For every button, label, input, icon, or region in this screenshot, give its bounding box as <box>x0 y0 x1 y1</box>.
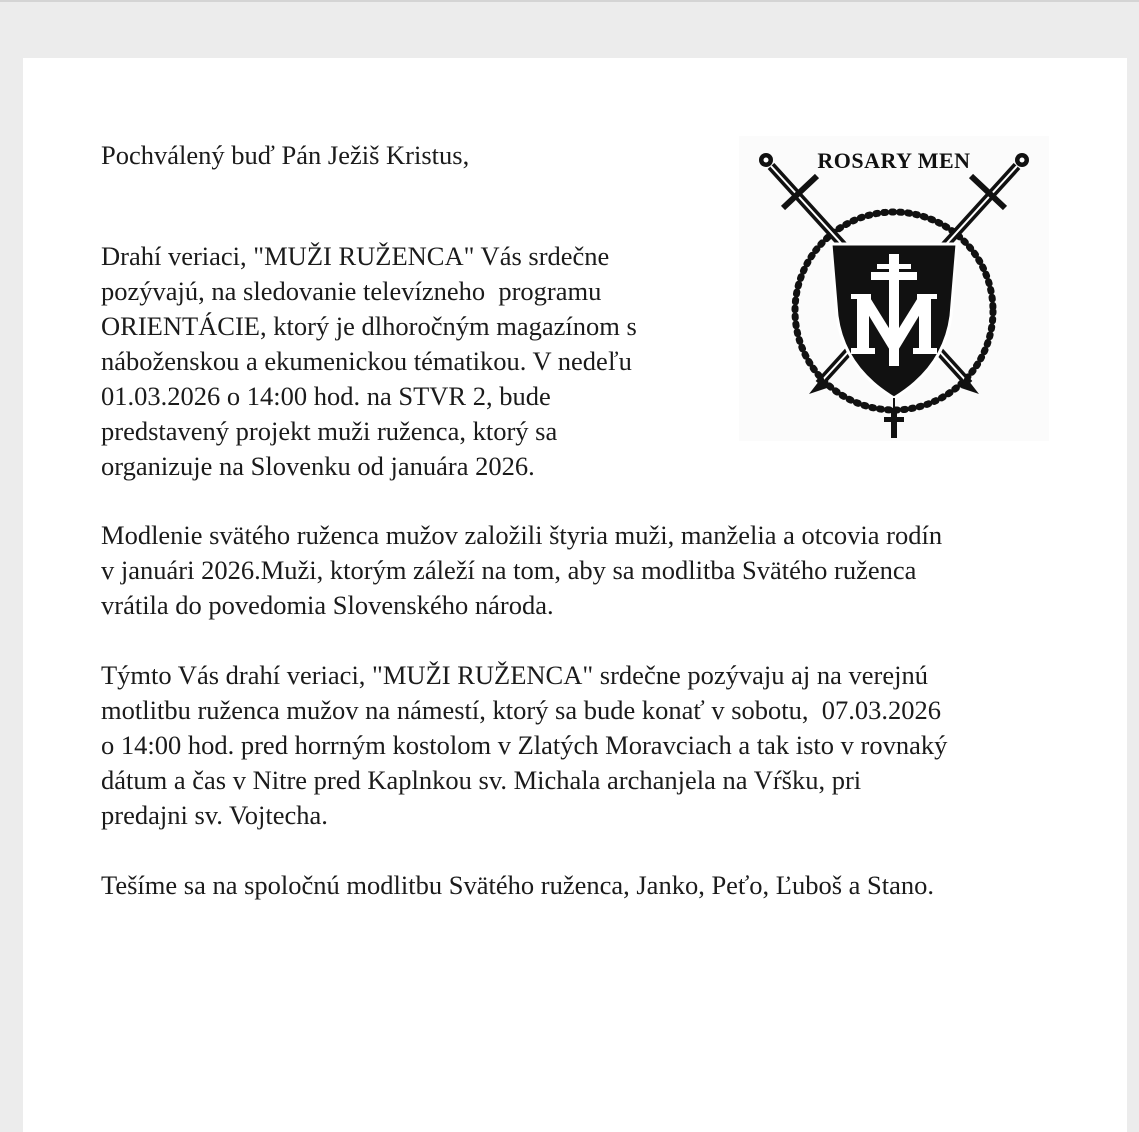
document-page <box>23 58 1127 1132</box>
text-line: motlitbu ruženca mužov na námestí, ktorý sa bude konať v sobotu, 07.03.2026 <box>101 695 942 725</box>
rosary-men-logo <box>739 136 1049 441</box>
closing-line: Tešíme sa na spoločnú modlitbu Svätého ruženca, Janko, Peťo, Ľuboš a Stano. <box>101 870 935 900</box>
text-line: 01.03.2026 o 14:00 hod. na STVR 2, bude <box>101 381 551 411</box>
paragraph-public-prayer <box>101 658 947 833</box>
text-line: ORIENTÁCIE, ktorý je dlhoročným magazínom s <box>101 311 637 341</box>
text-line: náboženskou a ekumenickou tématikou. V nedeľu <box>101 346 632 376</box>
text-line: v januári 2026.Muži, ktorým záleží na tom, aby sa modlitba Svätého ruženca <box>101 555 917 585</box>
pendant-cross-icon <box>884 398 904 438</box>
text-line: Drahí veriaci, "MUŽI RUŽENCA" Vás srdečne <box>101 241 610 271</box>
text-line: Modlenie svätého ruženca mužov založili štyria muži, manželia a otcovia rodín <box>101 520 943 550</box>
text-line: pozývajú, na sledovanie televízneho programu <box>101 276 602 306</box>
paragraph-founding <box>101 518 942 623</box>
shield-icon <box>831 244 957 398</box>
paragraph-invitation-tv <box>101 239 637 484</box>
top-border <box>0 0 1139 2</box>
text-line: predstavený projekt muži ruženca, ktorý sa <box>101 416 558 446</box>
text-line: dátum a čas v Nitre pred Kaplnkou sv. Michala archanjela na Vŕšku, pri <box>101 765 862 795</box>
text-line: vrátila do povedomia Slovenského národa. <box>101 590 554 620</box>
text-line: Týmto Vás drahí veriaci, "MUŽI RUŽENCA" srdečne pozývaju aj na verejnú <box>101 660 928 690</box>
logo-title: ROSARY MEN <box>817 148 971 173</box>
rosary-men-emblem-icon <box>739 136 1049 441</box>
text-line: predajni sv. Vojtecha. <box>101 800 328 830</box>
text-line: o 14:00 hod. pred horrným kostolom v Zlatých Moravciach a tak isto v rovnaký <box>101 730 948 760</box>
greeting: Pochválený buď Pán Ježiš Kristus, <box>101 140 470 170</box>
text-line: organizuje na Slovenku od januára 2026. <box>101 451 535 481</box>
